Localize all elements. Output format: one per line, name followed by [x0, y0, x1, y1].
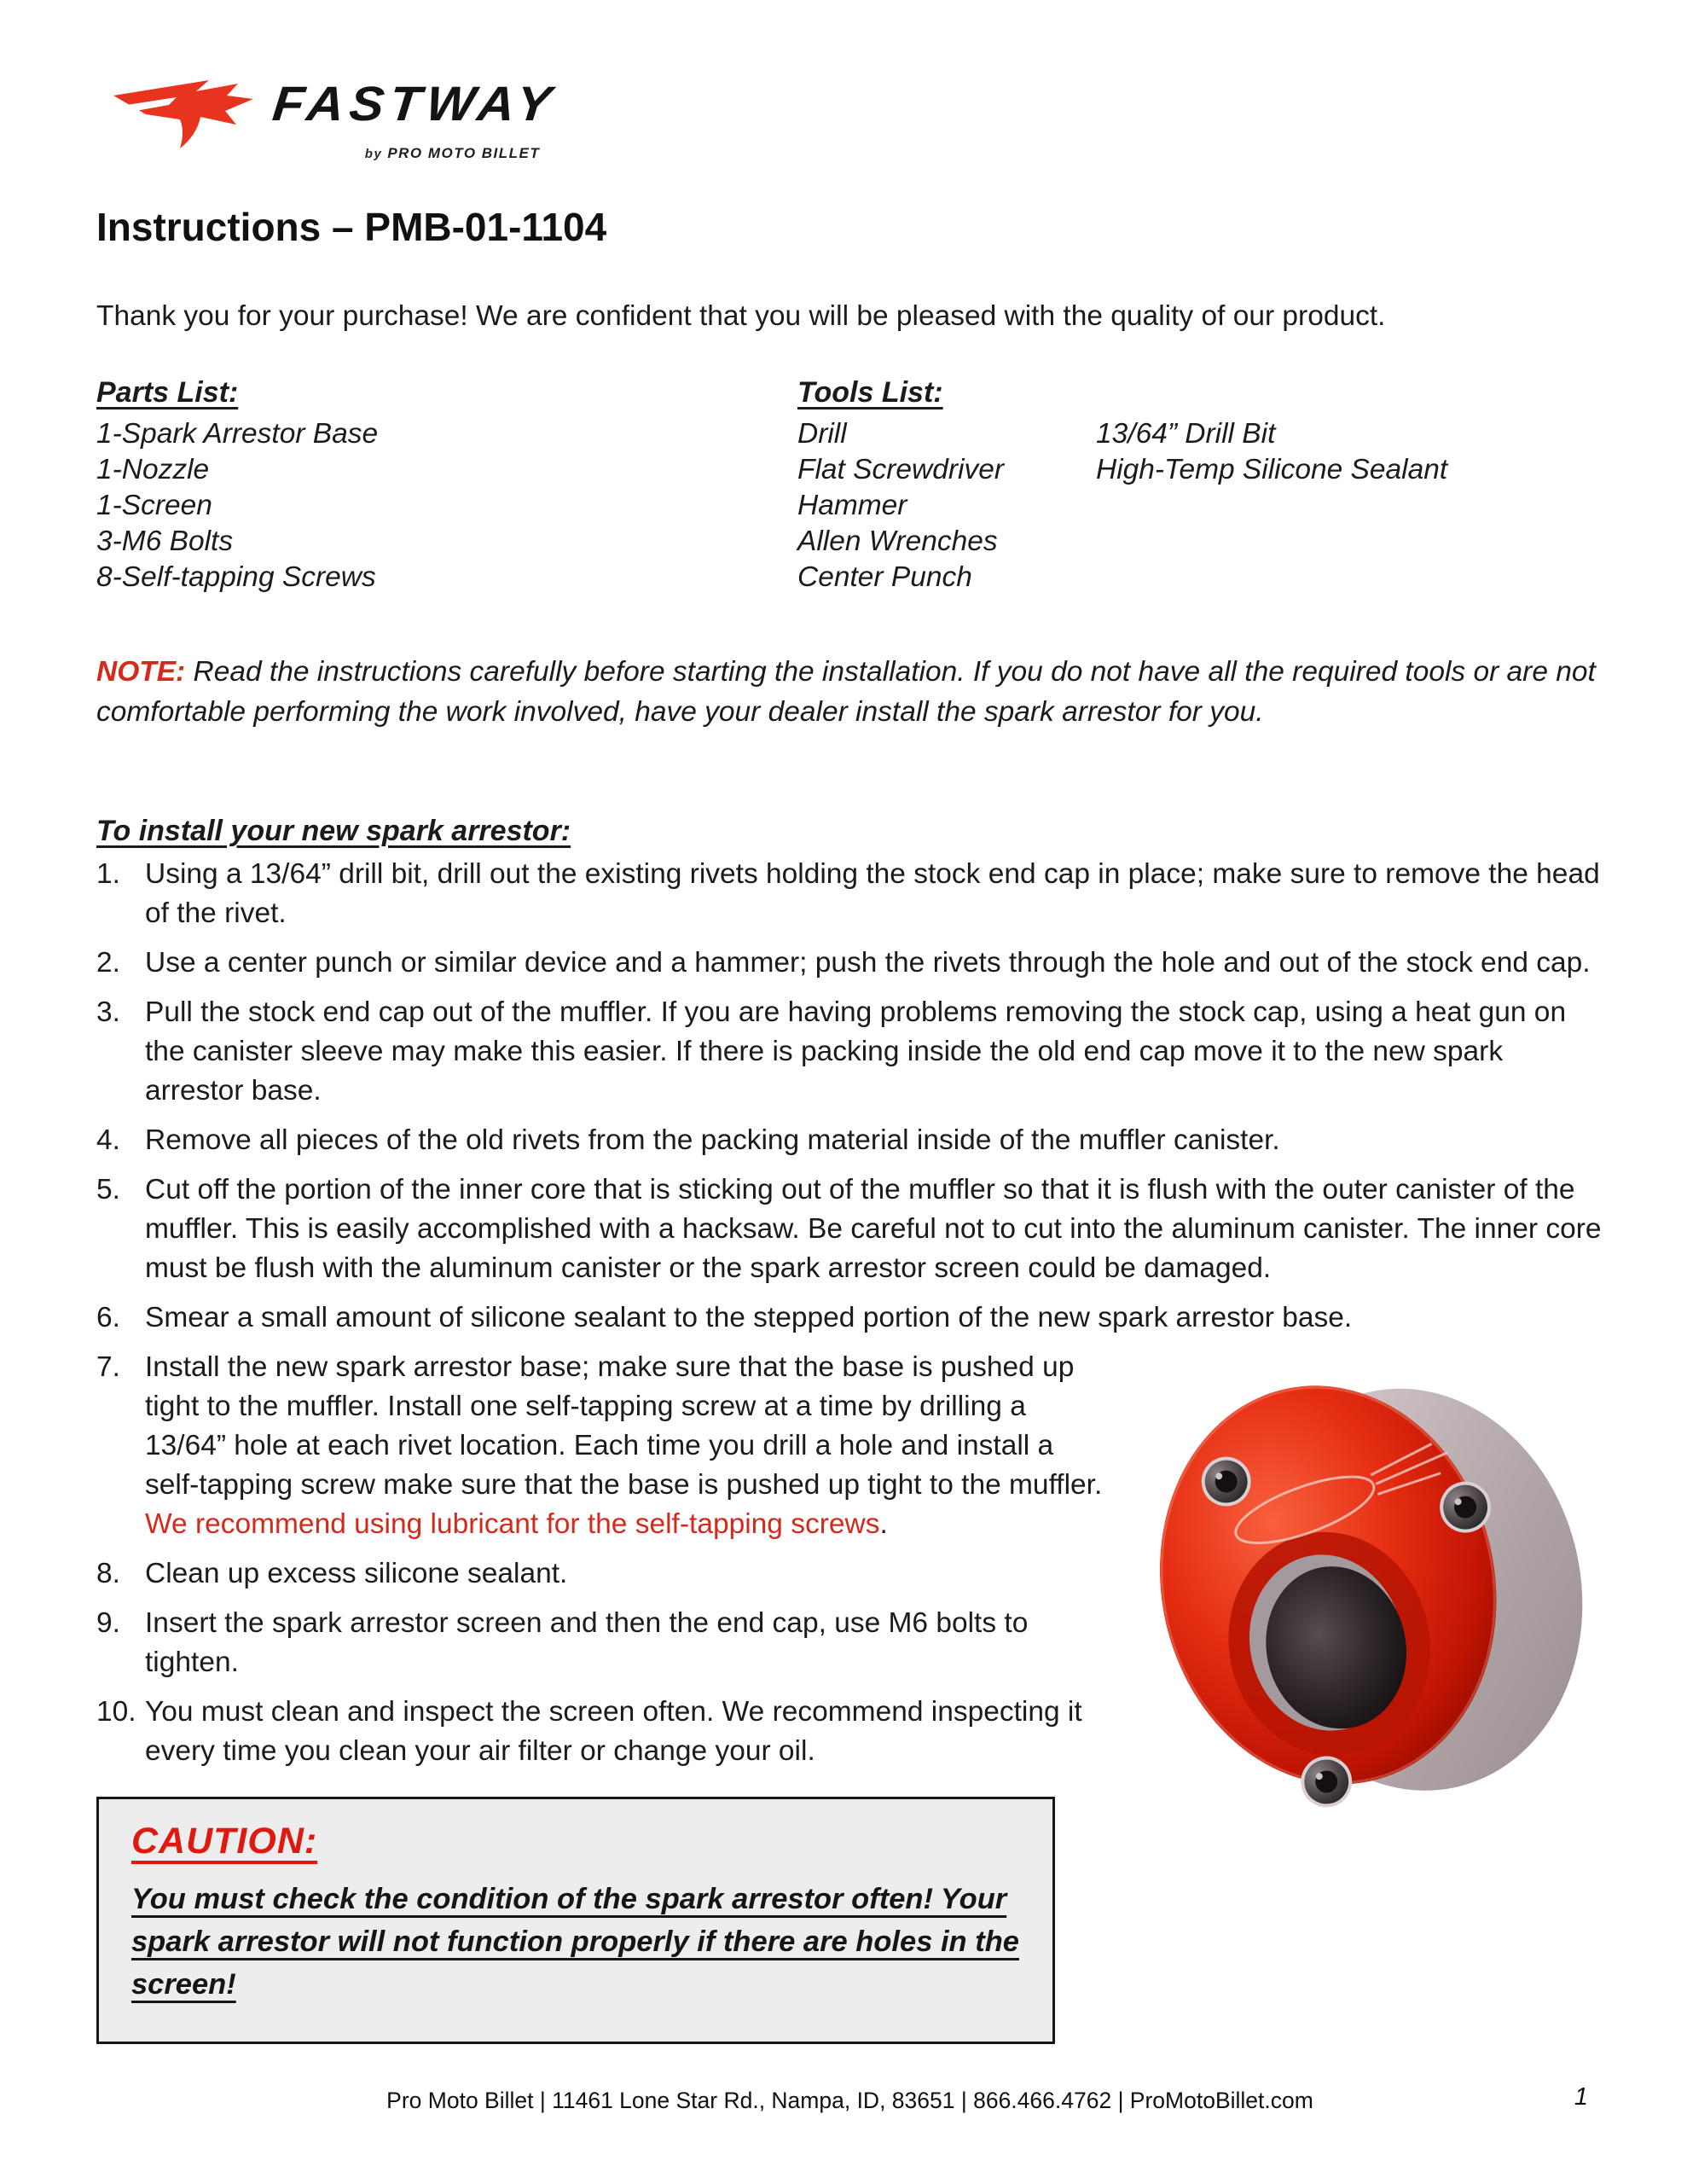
step-item: [96, 1121, 1603, 1160]
parts-item: 1-Screen: [96, 490, 212, 521]
byline-text: PRO MOTO BILLET: [387, 145, 541, 161]
footer-contact: Pro Moto Billet | 11461 Lone Star Rd., Nampa, ID, 83651 | 866.466.4762 | ProMotoBillet.com: [386, 2088, 1313, 2113]
parts-tools-section: [96, 374, 1603, 595]
parts-heading: Parts List:: [96, 376, 239, 409]
step-segment: We recommend using lubricant for the self-tapping screws: [145, 1508, 880, 1540]
fastway-star-icon: [108, 77, 258, 154]
parts-item: 1-Nozzle: [96, 454, 210, 485]
install-section-heading: To install your new spark arrestor:: [96, 815, 571, 847]
step-segment: Pull the stock end cap out of the muffler. If you are having problems removing the stock cap, using a heat gun on the canister sleeve may make this easier. If there is packing inside the old end cap move it to the new spark arrestor base.: [145, 996, 1567, 1107]
tools-item: Drill: [797, 418, 847, 450]
note-paragraph: [96, 652, 1603, 732]
tools-item: High-Temp Silicone Sealant: [1096, 454, 1448, 485]
parts-item: 8-Self-tapping Screws: [96, 561, 376, 593]
step-number: 8.: [96, 1558, 120, 1589]
step-item: [96, 1554, 1603, 1594]
step-segment: Smear a small amount of silicone sealant to the stepped portion of the new spark arrestor base.: [145, 1302, 1353, 1333]
parts-item: 3-M6 Bolts: [96, 526, 234, 557]
tools-item: 13/64” Drill Bit: [1096, 418, 1276, 450]
step-segment: Install the new spark arrestor base; make sure that the base is pushed up tight to the muffler. Install one self-tapping screw at a time by drilling a 13/64” hole at each rivet location. Each time you drill a hole and install a self-tapping screw make sure that the base is pushed up tight to the muffler.: [145, 1351, 1103, 1501]
step-number: 2.: [96, 947, 120, 979]
tools-list-1: [797, 416, 1096, 595]
step-text: [145, 1174, 1602, 1284]
tools-item: Allen Wrenches: [797, 526, 998, 557]
tools-column-2: [1096, 374, 1603, 595]
install-steps-list: [96, 855, 1603, 1771]
logo-text: [270, 77, 559, 174]
logo-byline: [273, 134, 540, 174]
page-title: Instructions – PMB-01-1104: [96, 205, 607, 249]
tools-list-2: [1096, 416, 1603, 488]
step-text: [145, 1696, 1082, 1767]
step-item: [96, 1298, 1603, 1338]
step-text: [145, 1607, 1028, 1678]
caution-heading: CAUTION:: [131, 1821, 318, 1862]
note-label: NOTE:: [96, 656, 186, 688]
step-item: [96, 855, 1603, 933]
parts-item: 1-Spark Arrestor Base: [96, 418, 379, 450]
tools-heading: Tools List:: [797, 376, 943, 409]
step-segment: Clean up excess silicone sealant.: [145, 1558, 568, 1589]
parts-column: [96, 374, 797, 595]
step-number: 3.: [96, 996, 120, 1028]
caution-text: You must check the condition of the spark arrestor often! Your spark arrestor will not function properly if there are holes in the screen!: [131, 1883, 1019, 2001]
step-segment: Cut off the portion of the inner core that is sticking out of the muffler so that it is flush with the outer canister of the muffler. This is easily accomplished with a hacksaw. Be careful not to cut into the aluminum canister. The inner core must be flush with the aluminum canister or the spark arrestor screen could be damaged.: [145, 1174, 1602, 1284]
step-segment: Use a center punch or similar device and a hammer; push the rivets through the hole and out of the stock end cap.: [145, 947, 1591, 979]
tools-item: Center Punch: [797, 561, 972, 593]
step-number: 10.: [96, 1696, 136, 1728]
parts-list: [96, 416, 797, 595]
step-item: [96, 1693, 1603, 1771]
step-number: 7.: [96, 1351, 120, 1383]
step-text: [145, 1351, 1102, 1540]
fastway-logo: [108, 77, 1603, 161]
byline-prefix: by: [364, 147, 383, 161]
intro-paragraph: Thank you for your purchase! We are confident that you will be pleased with the quality of our product.: [96, 300, 1386, 332]
step-number: 4.: [96, 1124, 120, 1156]
step-segment: .: [879, 1508, 888, 1540]
note-text: Read the instructions carefully before starting the installation. If you do not have all the required tools or are not comfortable performing the work involved, have your dealer install the spark arrestor for you.: [96, 656, 1596, 728]
caution-box: [96, 1797, 1055, 2044]
step-text: [145, 858, 1600, 929]
tools-item: Hammer: [797, 490, 907, 521]
step-text: [145, 1302, 1352, 1333]
step-item: [96, 1348, 1603, 1544]
step-segment: Using a 13/64” drill bit, drill out the existing rivets holding the stock end cap in place; make sure to remove the head of the rivet.: [145, 858, 1600, 929]
step-text: [145, 996, 1566, 1107]
step-number: 6.: [96, 1302, 120, 1333]
page-number: 1: [1574, 2083, 1588, 2111]
step-item: [96, 993, 1603, 1111]
step-item: [96, 1170, 1603, 1288]
page-footer: [96, 2083, 1603, 2114]
step-segment: Remove all pieces of the old rivets from the packing material inside of the muffler canister.: [145, 1124, 1280, 1156]
brand-wordmark: FASTWAY: [270, 77, 559, 131]
step-text: [145, 947, 1591, 979]
tools-column-1: [797, 374, 1096, 595]
step-segment: You must clean and inspect the screen often. We recommend inspecting it every time you clean your air filter or change your oil.: [145, 1696, 1082, 1767]
step-item: [96, 944, 1603, 983]
step-number: 1.: [96, 858, 120, 890]
step-segment: Insert the spark arrestor screen and then the end cap, use M6 bolts to tighten.: [145, 1607, 1029, 1678]
step-number: 5.: [96, 1174, 120, 1205]
step-text: [145, 1124, 1280, 1156]
step-item: [96, 1604, 1603, 1682]
step-number: 9.: [96, 1607, 120, 1639]
tools-item: Flat Screwdriver: [797, 454, 1004, 485]
step-text: [145, 1558, 567, 1589]
